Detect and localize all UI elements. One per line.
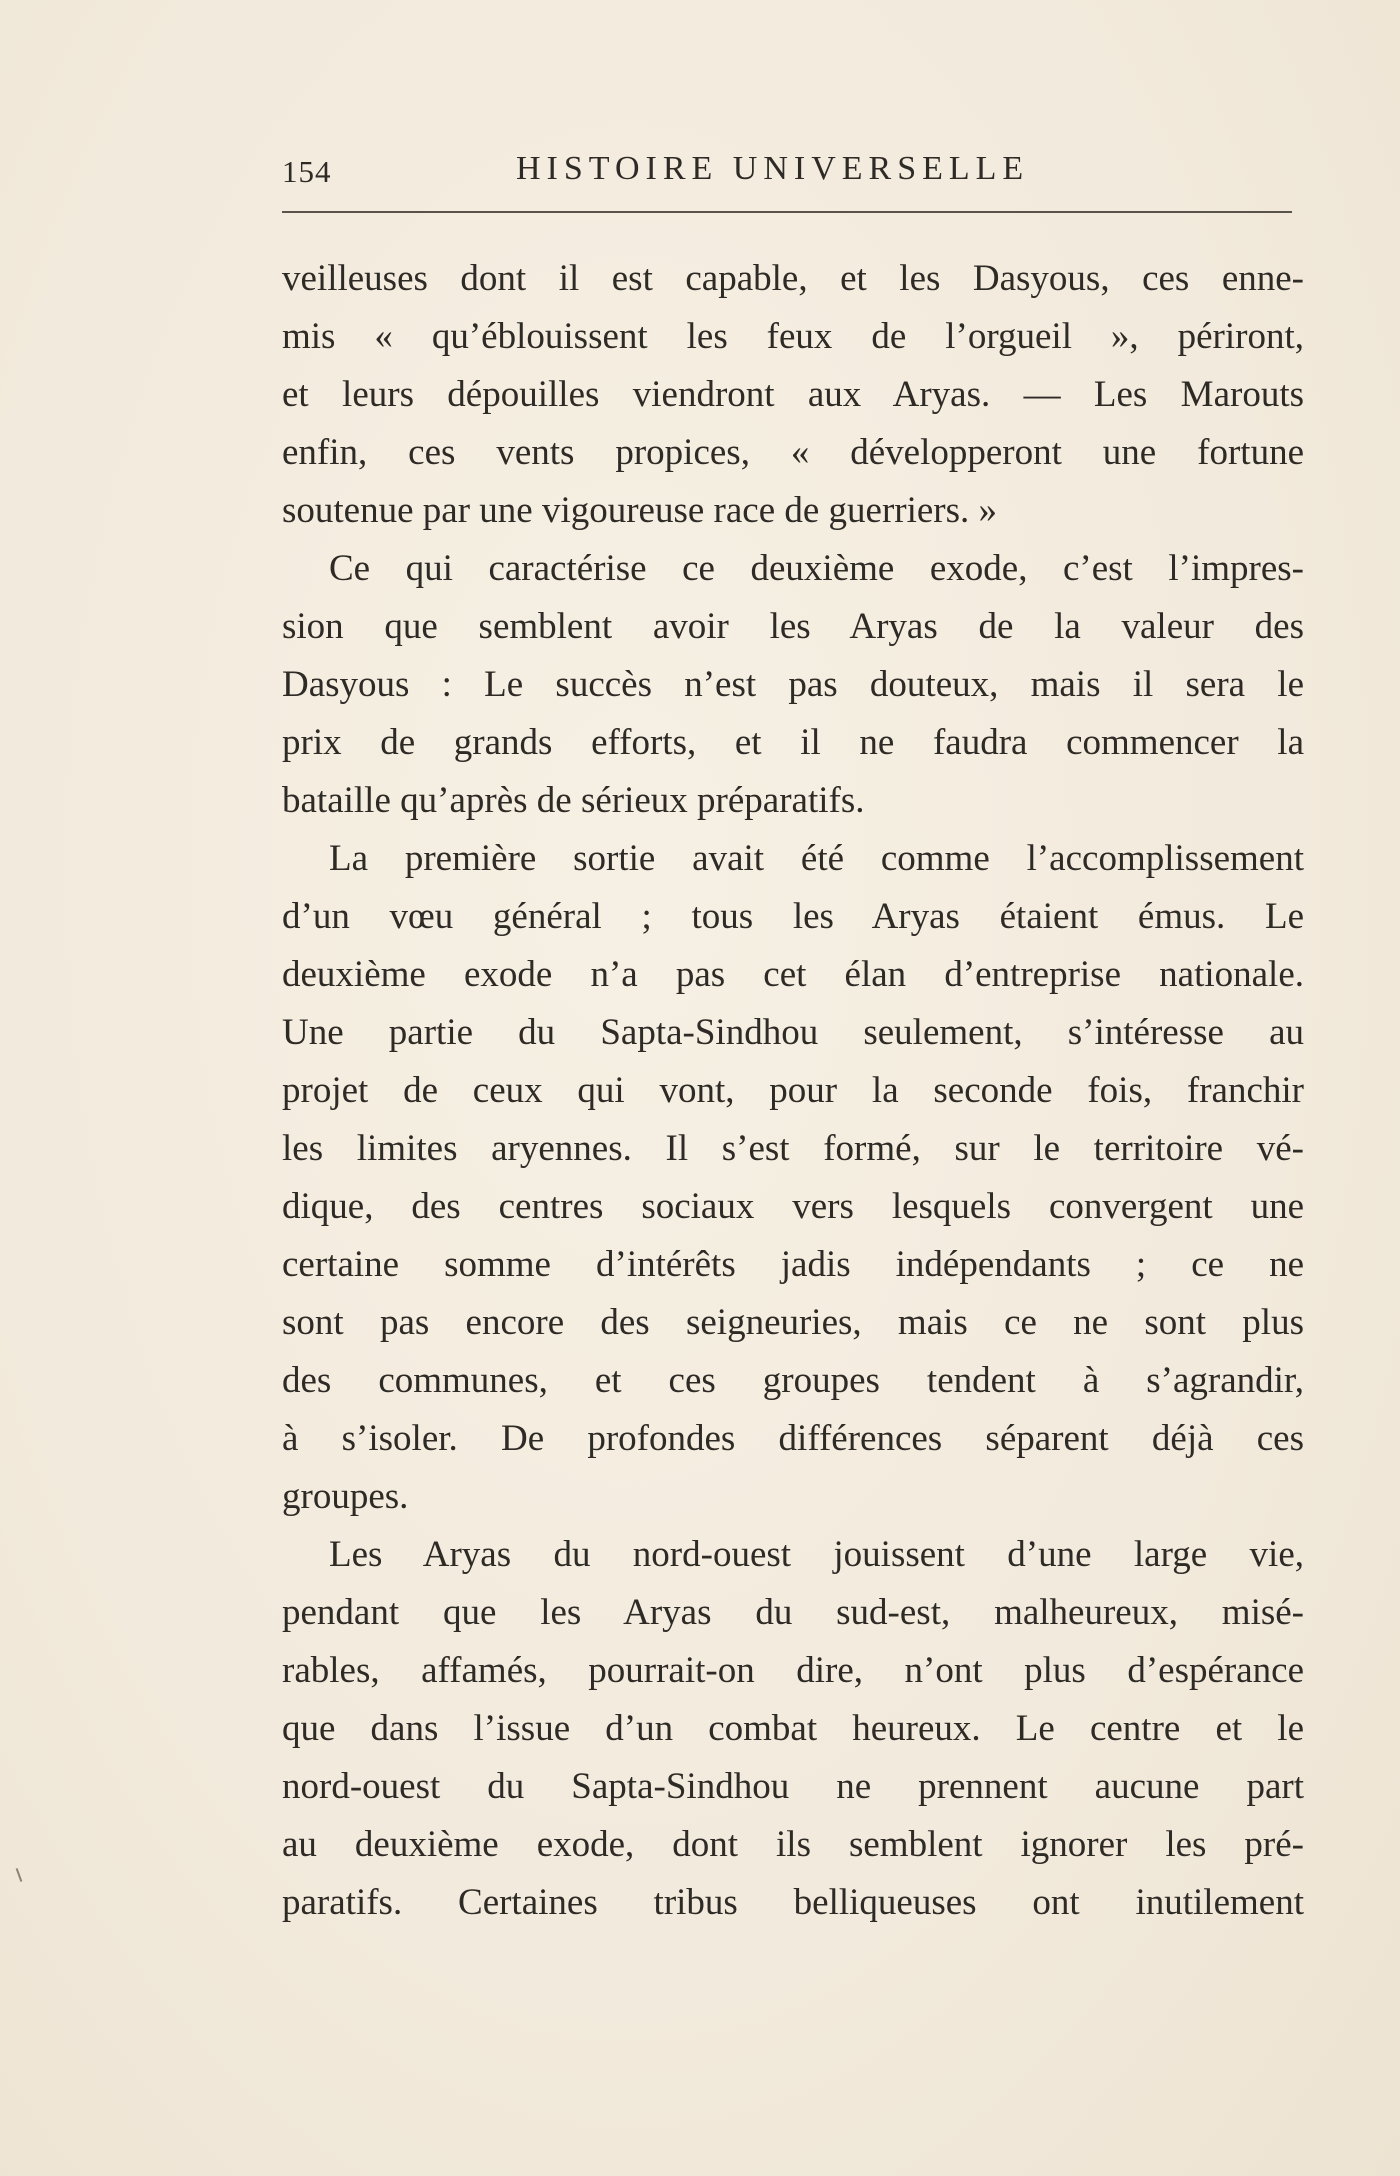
text-line: soutenue par une vigoureuse race de guerriers. » [282,490,998,531]
running-title: HISTOIRE UNIVERSELLE [516,150,1030,187]
text-line: sont pas encore des seigneuries, mais ce ne sont plus [282,1302,1304,1343]
text-line: groupes. [282,1476,409,1517]
text-line: Une partie du Sapta-Sindhou seulement, s’intéresse au [282,1012,1304,1053]
text-line: enfin, ces vents propices, « développeront une fortune [282,432,1304,473]
text-line: mis « qu’éblouissent les feux de l’orgueil », périront, [282,316,1304,357]
page-header [282,146,1292,196]
text-line: que dans l’issue d’un combat heureux. Le centre et le [282,1708,1304,1749]
text-line: prix de grands efforts, et il ne faudra commencer la [282,722,1304,763]
text-line: veilleuses dont il est capable, et les Dasyous, ces enne- [282,258,1304,299]
text-line: Ce qui caractérise ce deuxième exode, c’est l’impres- [329,548,1304,589]
text-line: certaine somme d’intérêts jadis indépendants ; ce ne [282,1244,1304,1285]
text-line: sion que semblent avoir les Aryas de la valeur des [282,606,1304,647]
text-line: Dasyous : Le succès n’est pas douteux, mais il sera le [282,664,1304,705]
text-line: bataille qu’après de sérieux préparatifs. [282,780,865,821]
text-line: à s’isoler. De profondes différences séparent déjà ces [282,1418,1304,1459]
text-line: paratifs. Certaines tribus belliqueuses ont inutilement [282,1882,1304,1923]
margin-mark [16,1868,23,1882]
body-text [282,250,1304,1932]
text-line: nord-ouest du Sapta-Sindhou ne prennent aucune part [282,1766,1304,1807]
text-line: des communes, et ces groupes tendent à s’agrandir, [282,1360,1304,1401]
text-line: et leurs dépouilles viendront aux Aryas. — Les Marouts [282,374,1304,415]
header-rule [282,211,1292,213]
text-line: d’un vœu général ; tous les Aryas étaient émus. Le [282,896,1304,937]
text-line: les limites aryennes. Il s’est formé, sur le territoire vé- [282,1128,1304,1169]
text-line: rables, affamés, pourrait-on dire, n’ont plus d’espérance [282,1650,1304,1691]
text-line: projet de ceux qui vont, pour la seconde fois, franchir [282,1070,1304,1111]
text-line: pendant que les Aryas du sud-est, malheureux, misé- [282,1592,1304,1633]
text-line: au deuxième exode, dont ils semblent ignorer les pré- [282,1824,1304,1865]
text-line: Les Aryas du nord-ouest jouissent d’une large vie, [329,1534,1304,1575]
page-number: 154 [282,154,332,189]
text-line: La première sortie avait été comme l’accomplissement [329,838,1304,879]
text-line: dique, des centres sociaux vers lesquels convergent une [282,1186,1304,1227]
text-line: deuxième exode n’a pas cet élan d’entreprise nationale. [282,954,1304,995]
